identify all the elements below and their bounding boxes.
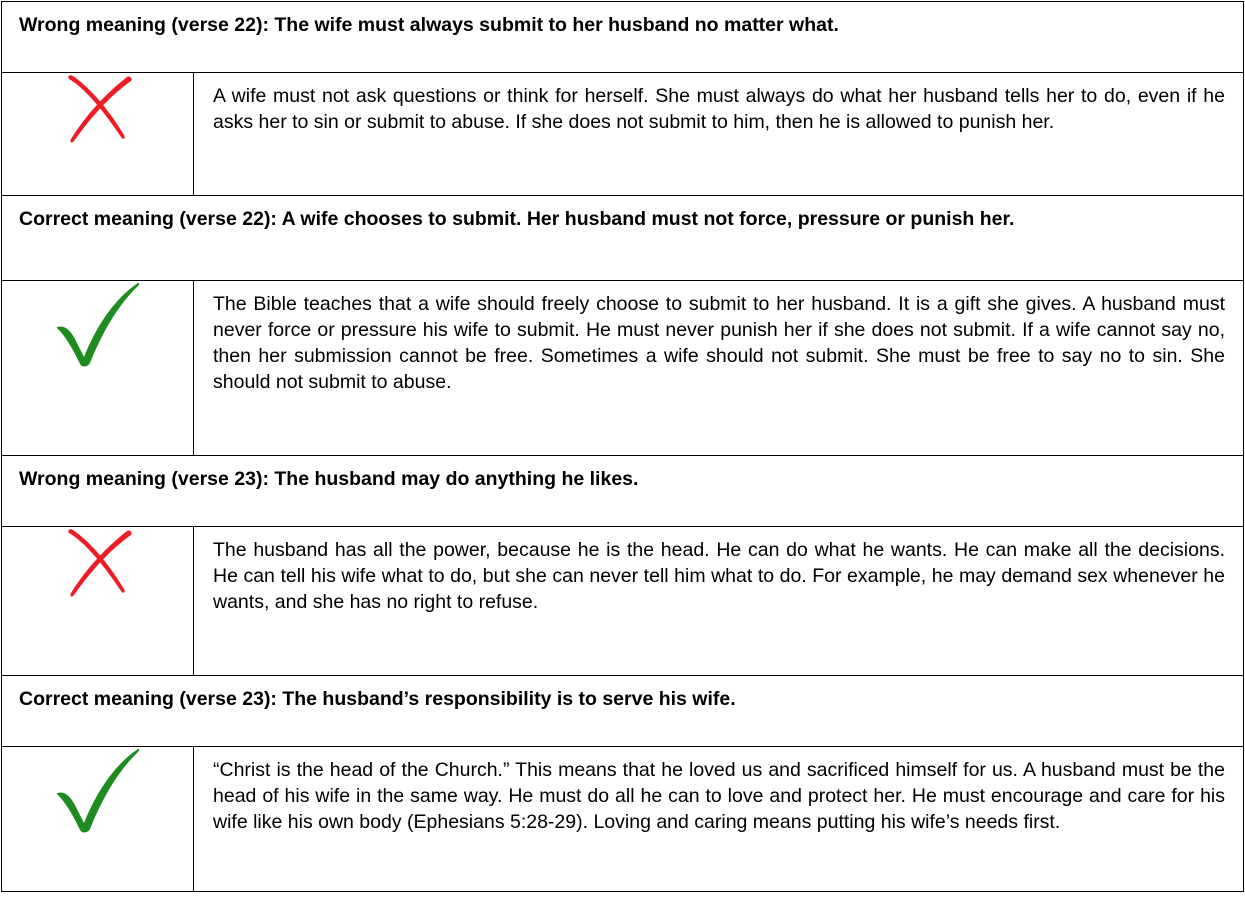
section-body-row [2, 527, 1244, 676]
check-icon [56, 281, 140, 367]
icon-cell [2, 527, 194, 676]
section-heading: Wrong meaning (verse 23): The husband may do anything he likes. [2, 456, 1244, 527]
section-heading-row [2, 676, 1244, 747]
section-heading-row [2, 2, 1244, 73]
section-heading-row [2, 456, 1244, 527]
check-icon [56, 747, 140, 833]
section-body: The Bible teaches that a wife should freely choose to submit to her husband. It is a gift she gives. A husband must never force or pressure his wife to submit. He must never punish her if she does not submit. If a wife cannot say no, then her submission cannot be free. Sometimes a wife should not submit. She must be free to say no to sin. She should not submit to abuse. [194, 281, 1244, 456]
section-heading: Correct meaning (verse 22): A wife chooses to submit. Her husband must not force, pressure or punish her. [2, 196, 1244, 281]
section-body: The husband has all the power, because he is the head. He can do what he wants. He can make all the decisions. He can tell his wife what to do, but she can never tell him what to do. For example, he may demand sex whenever he wants, and she has no right to refuse. [194, 527, 1244, 676]
cross-icon [61, 73, 135, 145]
section-body: “Christ is the head of the Church.” This means that he loved us and sacrificed himself for us. A husband must be the head of his wife in the same way. He must do all he can to love and protect her. He must encourage and care for his wife like his own body (Ephesians 5:28-29). Loving and caring means putting his wife’s needs first. [194, 747, 1244, 892]
section-heading: Wrong meaning (verse 22): The wife must always submit to her husband no matter what. [2, 2, 1244, 73]
section-heading: Correct meaning (verse 23): The husband’s responsibility is to serve his wife. [2, 676, 1244, 747]
section-body: A wife must not ask questions or think for herself. She must always do what her husband tells her to do, even if he asks her to sin or submit to abuse. If she does not submit to him, then he is allowed to punish her. [194, 73, 1244, 196]
icon-cell [2, 747, 194, 892]
section-body-row [2, 281, 1244, 456]
section-heading-row [2, 196, 1244, 281]
icon-cell [2, 73, 194, 196]
icon-cell [2, 281, 194, 456]
meaning-table [1, 1, 1244, 892]
section-body-row [2, 73, 1244, 196]
cross-icon [61, 527, 135, 599]
section-body-row [2, 747, 1244, 892]
